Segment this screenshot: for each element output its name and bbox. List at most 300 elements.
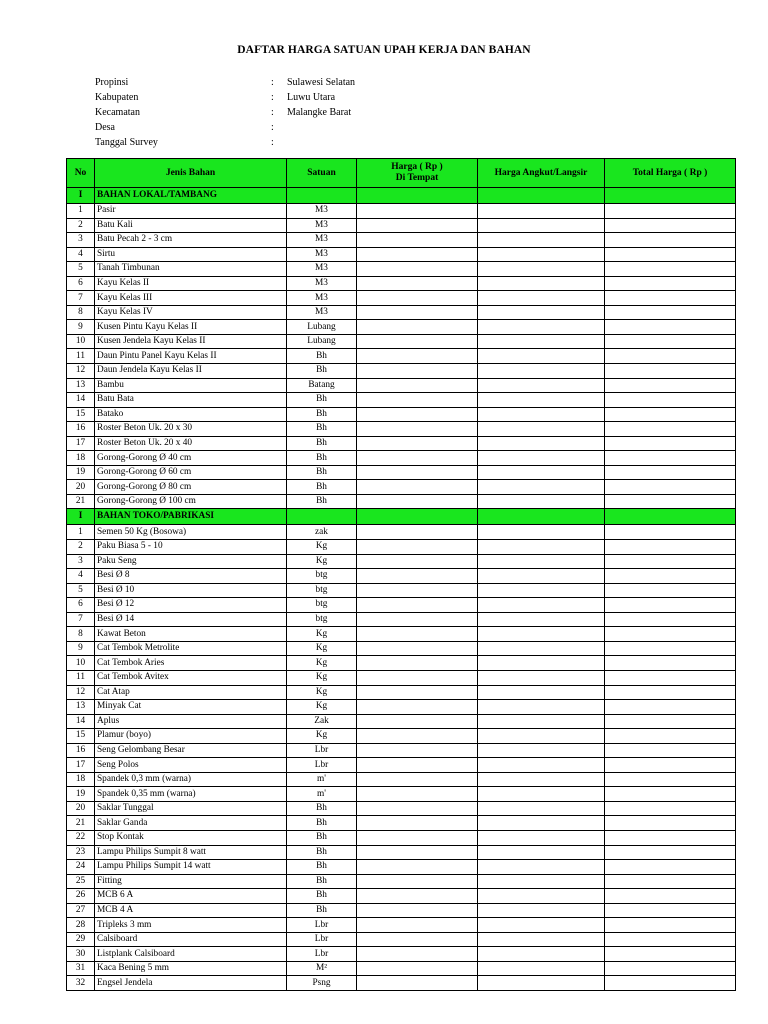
transport-price-cell [478,407,605,422]
transport-price-cell [478,305,605,320]
price-cell [357,598,478,613]
price-cell [357,364,478,379]
price-cell [357,451,478,466]
table-row [67,494,736,509]
transport-price-cell [478,612,605,627]
table-row [67,554,736,569]
transport-price-cell [478,540,605,555]
item-unit: Bh [287,903,357,918]
table-row [67,305,736,320]
total-price-cell [605,729,736,744]
total-price-cell [605,889,736,904]
empty-cell [287,509,357,525]
col-header-harga [357,159,478,188]
total-price-cell [605,233,736,248]
table-row [67,830,736,845]
item-name: Kusen Pintu Kayu Kelas II [95,320,287,335]
item-unit: Bh [287,816,357,831]
transport-price-cell [478,218,605,233]
table-row [67,612,736,627]
table-row [67,845,736,860]
item-number: 28 [67,918,95,933]
price-cell [357,889,478,904]
price-cell [357,494,478,509]
item-name: Kayu Kelas II [95,276,287,291]
total-price-cell [605,204,736,219]
price-cell [357,291,478,306]
item-unit: Psng [287,976,357,991]
item-number: 1 [67,204,95,219]
table-row [67,641,736,656]
item-name: Bambu [95,378,287,393]
transport-price-cell [478,334,605,349]
price-cell [357,918,478,933]
table-row [67,729,736,744]
total-price-cell [605,947,736,962]
item-unit: M3 [287,233,357,248]
price-cell [357,670,478,685]
price-cell [357,641,478,656]
transport-price-cell [478,918,605,933]
price-cell [357,874,478,889]
item-number: 2 [67,218,95,233]
transport-price-cell [478,685,605,700]
price-cell [357,436,478,451]
total-price-cell [605,378,736,393]
item-unit: Kg [287,554,357,569]
price-cell [357,407,478,422]
transport-price-cell [478,451,605,466]
price-cell [357,583,478,598]
table-row [67,525,736,540]
item-name: Besi Ø 14 [95,612,287,627]
item-number: 4 [67,247,95,262]
table-row [67,743,736,758]
survey-info-label: Tanggal Survey [95,137,158,148]
item-number: 3 [67,233,95,248]
total-price-cell [605,758,736,773]
table-header-row [67,159,736,188]
item-unit: Bh [287,422,357,437]
price-cell [357,422,478,437]
transport-price-cell [478,393,605,408]
table-row [67,714,736,729]
price-cell [357,349,478,364]
transport-price-cell [478,845,605,860]
transport-price-cell [478,276,605,291]
item-unit: M3 [287,204,357,219]
item-name: Lampu Philips Sumpit 14 watt [95,860,287,875]
price-cell [357,569,478,584]
item-number: 23 [67,845,95,860]
transport-price-cell [478,729,605,744]
transport-price-cell [478,903,605,918]
price-cell [357,218,478,233]
price-cell [357,378,478,393]
total-price-cell [605,598,736,613]
total-price-cell [605,845,736,860]
item-number: 29 [67,932,95,947]
table-row [67,947,736,962]
total-price-cell [605,569,736,584]
item-number: 10 [67,656,95,671]
total-price-cell [605,291,736,306]
item-unit: Lubang [287,334,357,349]
total-price-cell [605,451,736,466]
table-row [67,918,736,933]
item-name: Tripleks 3 mm [95,918,287,933]
item-unit: Lbr [287,947,357,962]
total-price-cell [605,480,736,495]
total-price-cell [605,641,736,656]
item-unit: Bh [287,845,357,860]
item-unit: M3 [287,262,357,277]
item-name: Paku Biasa 5 - 10 [95,540,287,555]
total-price-cell [605,874,736,889]
transport-price-cell [478,204,605,219]
item-unit: Bh [287,349,357,364]
price-cell [357,540,478,555]
item-number: 21 [67,816,95,831]
price-cell [357,801,478,816]
item-unit: Kg [287,627,357,642]
survey-info-row [95,135,487,150]
total-price-cell [605,918,736,933]
item-unit: Lbr [287,743,357,758]
item-unit: Bh [287,874,357,889]
table-row [67,393,736,408]
table-row [67,233,736,248]
total-price-cell [605,305,736,320]
table-row [67,262,736,277]
table-row [67,378,736,393]
survey-info [95,75,487,150]
table-row [67,364,736,379]
item-unit: Kg [287,641,357,656]
transport-price-cell [478,554,605,569]
price-table [66,158,736,991]
empty-cell [357,509,478,525]
item-unit: Bh [287,451,357,466]
item-unit: Lbr [287,918,357,933]
item-name: Cat Atap [95,685,287,700]
item-unit: Bh [287,436,357,451]
table-row [67,218,736,233]
item-name: MCB 4 A [95,903,287,918]
total-price-cell [605,364,736,379]
item-number: 12 [67,685,95,700]
item-unit: Kg [287,729,357,744]
item-number: 20 [67,801,95,816]
survey-info-colon: : [271,137,274,148]
item-name: Besi Ø 10 [95,583,287,598]
survey-info-colon: : [271,92,274,103]
item-number: 24 [67,860,95,875]
item-unit: btg [287,583,357,598]
empty-cell [287,188,357,204]
table-row [67,685,736,700]
item-name: Kawat Beton [95,627,287,642]
price-cell [357,772,478,787]
total-price-cell [605,932,736,947]
total-price-cell [605,772,736,787]
total-price-cell [605,700,736,715]
item-name: Aplus [95,714,287,729]
price-cell [357,554,478,569]
item-number: 20 [67,480,95,495]
table-row [67,451,736,466]
total-price-cell [605,393,736,408]
survey-info-row [95,75,487,90]
survey-info-value: Sulawesi Selatan [287,77,356,88]
total-price-cell [605,612,736,627]
item-unit: Bh [287,494,357,509]
item-number: 32 [67,976,95,991]
transport-price-cell [478,961,605,976]
item-unit: Kg [287,540,357,555]
transport-price-cell [478,247,605,262]
transport-price-cell [478,860,605,875]
transport-price-cell [478,787,605,802]
total-price-cell [605,422,736,437]
transport-price-cell [478,656,605,671]
item-number: 27 [67,903,95,918]
item-unit: btg [287,598,357,613]
item-name: Semen 50 Kg (Bosowa) [95,525,287,540]
price-cell [357,743,478,758]
item-unit: M3 [287,247,357,262]
item-unit: Kg [287,700,357,715]
transport-price-cell [478,569,605,584]
item-unit: Bh [287,830,357,845]
survey-info-colon: : [271,107,274,118]
total-price-cell [605,961,736,976]
table-row [67,598,736,613]
transport-price-cell [478,480,605,495]
total-price-cell [605,903,736,918]
total-price-cell [605,436,736,451]
empty-cell [357,188,478,204]
price-cell [357,627,478,642]
item-name: Cat Tembok Aries [95,656,287,671]
item-number: 7 [67,291,95,306]
item-number: 18 [67,772,95,787]
price-cell [357,860,478,875]
price-cell [357,612,478,627]
item-name: Tanah Timbunan [95,262,287,277]
price-cell [357,276,478,291]
item-unit: Bh [287,480,357,495]
item-unit: M3 [287,218,357,233]
item-name: Saklar Tunggal [95,801,287,816]
table-row [67,540,736,555]
item-name: Batu Bata [95,393,287,408]
survey-info-value [287,135,487,150]
item-name: Besi Ø 8 [95,569,287,584]
item-number: 18 [67,451,95,466]
item-unit: Lbr [287,932,357,947]
item-number: 13 [67,378,95,393]
item-name: Seng Gelombang Besar [95,743,287,758]
item-number: 26 [67,889,95,904]
survey-info-row [95,120,487,135]
item-name: Roster Beton Uk. 20 x 40 [95,436,287,451]
item-name: Fitting [95,874,287,889]
price-cell [357,656,478,671]
transport-price-cell [478,627,605,642]
item-name: Gorong-Gorong Ø 40 cm [95,451,287,466]
item-name: Kusen Jendela Kayu Kelas II [95,334,287,349]
item-unit: Zak [287,714,357,729]
price-cell [357,480,478,495]
transport-price-cell [478,889,605,904]
price-cell [357,729,478,744]
table-row [67,320,736,335]
item-number: 6 [67,598,95,613]
item-number: 11 [67,670,95,685]
total-price-cell [605,816,736,831]
price-cell [357,947,478,962]
transport-price-cell [478,772,605,787]
item-unit: btg [287,612,357,627]
price-cell [357,525,478,540]
item-number: 17 [67,758,95,773]
item-name: Daun Jendela Kayu Kelas II [95,364,287,379]
item-name: Kayu Kelas IV [95,305,287,320]
empty-cell [605,188,736,204]
transport-price-cell [478,932,605,947]
transport-price-cell [478,233,605,248]
item-number: 22 [67,830,95,845]
table-row [67,422,736,437]
price-cell [357,932,478,947]
transport-price-cell [478,349,605,364]
transport-price-cell [478,583,605,598]
item-name: Calsiboard [95,932,287,947]
table-row [67,204,736,219]
item-unit: Bh [287,465,357,480]
item-unit: m' [287,787,357,802]
item-number: 15 [67,407,95,422]
item-unit: Bh [287,364,357,379]
item-name: Kaca Bening 5 mm [95,961,287,976]
price-cell [357,758,478,773]
col-header-jenis-bahan: Jenis Bahan [95,159,287,188]
item-number: 21 [67,494,95,509]
item-name: Stop Kontak [95,830,287,845]
item-name: Batu Kali [95,218,287,233]
table-row [67,932,736,947]
table-row [67,787,736,802]
item-name: Gorong-Gorong Ø 60 cm [95,465,287,480]
table-row [67,276,736,291]
item-unit: M3 [287,305,357,320]
table-row [67,627,736,642]
item-name: Pasir [95,204,287,219]
price-cell [357,903,478,918]
transport-price-cell [478,320,605,335]
col-header-satuan: Satuan [287,159,357,188]
table-row [67,407,736,422]
item-number: 9 [67,320,95,335]
item-unit: Bh [287,801,357,816]
item-name: Seng Polos [95,758,287,773]
total-price-cell [605,583,736,598]
total-price-cell [605,320,736,335]
item-number: 12 [67,364,95,379]
transport-price-cell [478,598,605,613]
price-cell [357,465,478,480]
price-cell [357,961,478,976]
total-price-cell [605,334,736,349]
item-number: 31 [67,961,95,976]
item-unit: Lbr [287,758,357,773]
item-name: Cat Tembok Metrolite [95,641,287,656]
price-cell [357,787,478,802]
transport-price-cell [478,525,605,540]
item-number: 5 [67,262,95,277]
transport-price-cell [478,422,605,437]
item-name: MCB 6 A [95,889,287,904]
section-header-row [67,188,736,204]
total-price-cell [605,830,736,845]
item-number: 19 [67,465,95,480]
survey-info-label: Kabupaten [95,92,139,103]
table-row [67,874,736,889]
item-name: Roster Beton Uk. 20 x 30 [95,422,287,437]
item-name: Plamur (boyo) [95,729,287,744]
survey-info-row [95,105,487,120]
table-row [67,889,736,904]
table-row [67,976,736,991]
table-row [67,334,736,349]
total-price-cell [605,262,736,277]
total-price-cell [605,685,736,700]
transport-price-cell [478,816,605,831]
item-unit: Kg [287,685,357,700]
transport-price-cell [478,465,605,480]
item-unit: Lubang [287,320,357,335]
item-name: Daun Pintu Panel Kayu Kelas II [95,349,287,364]
total-price-cell [605,860,736,875]
item-unit: zak [287,525,357,540]
table-row [67,569,736,584]
transport-price-cell [478,494,605,509]
total-price-cell [605,218,736,233]
transport-price-cell [478,700,605,715]
item-name: Minyak Cat [95,700,287,715]
item-unit: Bh [287,889,357,904]
total-price-cell [605,540,736,555]
item-unit: M3 [287,291,357,306]
total-price-cell [605,407,736,422]
price-cell [357,233,478,248]
table-row [67,583,736,598]
item-unit: M² [287,961,357,976]
item-name: Cat Tembok Avitex [95,670,287,685]
table-row [67,903,736,918]
table-row [67,801,736,816]
survey-info-colon: : [271,122,274,133]
survey-info-label: Propinsi [95,77,129,88]
price-cell [357,700,478,715]
table-row [67,465,736,480]
total-price-cell [605,627,736,642]
item-unit: Bh [287,407,357,422]
item-number: 10 [67,334,95,349]
item-name: Sirtu [95,247,287,262]
survey-info-value: Malangke Barat [287,107,352,118]
